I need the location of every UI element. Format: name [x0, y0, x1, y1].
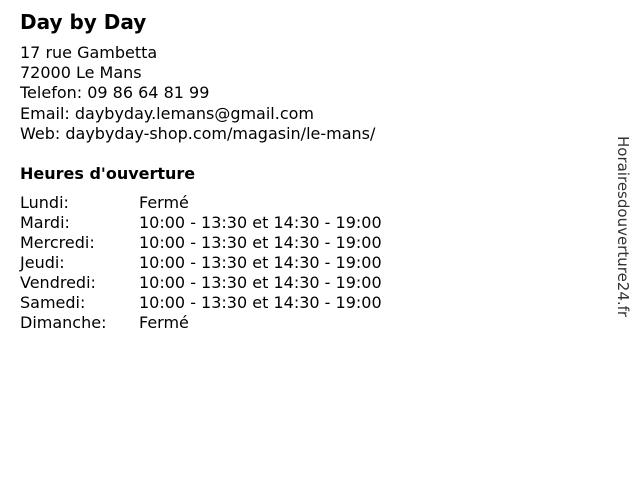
- day-label: Mardi:: [20, 213, 70, 232]
- hours-row-sunday: [20, 313, 382, 333]
- hours-row-wednesday: [20, 233, 382, 253]
- street-address: 17 rue Gambetta: [20, 43, 158, 62]
- day-hours: 10:00 - 13:30 et 14:30 - 19:00: [139, 253, 382, 272]
- hours-row-saturday: [20, 293, 382, 313]
- hours-row-monday: [20, 193, 382, 213]
- hours-row-friday: [20, 273, 382, 293]
- day-label: Dimanche:: [20, 313, 107, 332]
- site-watermark: [612, 136, 634, 346]
- city-postal: 72000 Le Mans: [20, 63, 142, 83]
- hours-row-thursday: [20, 253, 382, 273]
- opening-hours-table: [20, 193, 382, 333]
- day-label: Mercredi:: [20, 233, 95, 252]
- day-label: Lundi:: [20, 193, 69, 212]
- day-label: Jeudi:: [20, 253, 65, 272]
- day-hours: 10:00 - 13:30 et 14:30 - 19:00: [139, 293, 382, 312]
- email-address: Email: daybyday.lemans@gmail.com: [20, 103, 315, 123]
- store-address-block: [20, 43, 375, 144]
- website-url: Web: daybyday-shop.com/magasin/le-mans/: [20, 123, 376, 143]
- store-name: Day by Day: [20, 10, 147, 34]
- day-hours: 10:00 - 13:30 et 14:30 - 19:00: [139, 273, 382, 292]
- phone-number: Telefon: 09 86 64 81 99: [20, 83, 210, 103]
- day-hours: Fermé: [139, 193, 189, 212]
- opening-hours-heading: Heures d'ouverture: [20, 164, 196, 183]
- hours-row-tuesday: [20, 213, 382, 233]
- day-label: Vendredi:: [20, 273, 96, 292]
- day-hours: 10:00 - 13:30 et 14:30 - 19:00: [139, 233, 382, 252]
- day-label: Samedi:: [20, 293, 86, 312]
- watermark-text: Horairesdouverture24.fr: [614, 136, 632, 318]
- day-hours: Fermé: [139, 313, 189, 332]
- day-hours: 10:00 - 13:30 et 14:30 - 19:00: [139, 213, 382, 232]
